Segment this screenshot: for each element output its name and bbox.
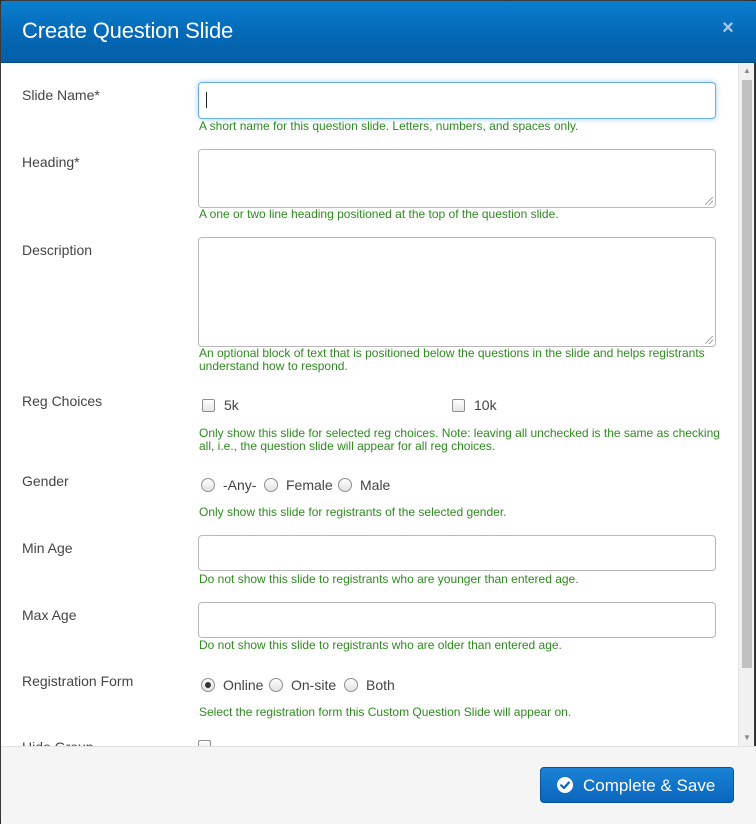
gender-female-radio[interactable] (264, 478, 278, 492)
min-age-help: Do not show this slide to registrants who are younger than entered age. (199, 572, 579, 586)
gender-help: Only show this slide for registrants of the selected gender. (199, 505, 507, 519)
gender-male-label[interactable]: Male (360, 477, 391, 493)
body-scrollbar[interactable] (738, 63, 754, 746)
gender-any-label[interactable]: -Any- (223, 477, 257, 493)
registration-form-help: Select the registration form this Custom Question Slide will appear on. (199, 705, 572, 719)
gender-any-radio[interactable] (201, 478, 215, 492)
dialog-header (1, 1, 756, 63)
gender-label: Gender (22, 473, 69, 489)
scroll-thumb[interactable] (742, 80, 752, 668)
reg-choice-10k-checkbox[interactable] (452, 399, 465, 412)
check-circle-icon (557, 777, 573, 793)
reg-choice-5k-label[interactable]: 5k (224, 397, 239, 413)
slide-name-label: Slide Name* (22, 87, 100, 103)
description-textarea[interactable] (198, 237, 716, 347)
close-icon[interactable]: × (722, 17, 734, 39)
reg-choices-help: Only show this slide for selected reg choices. Note: leaving all unchecked is the same as checking all, i.e., the question slide will appear for all reg choices. (199, 426, 720, 453)
dialog-footer (1, 746, 756, 824)
min-age-input[interactable] (198, 535, 716, 571)
scroll-down-icon[interactable]: ▼ (743, 733, 751, 742)
registration-form-online-radio[interactable] (201, 678, 215, 692)
registration-form-both-radio[interactable] (344, 678, 358, 692)
text-cursor (206, 92, 207, 108)
resize-grip-icon[interactable] (705, 336, 713, 344)
registration-form-onsite-radio[interactable] (269, 678, 283, 692)
description-help: An optional block of text that is positioned below the questions in the slide and helps registrants understand how to respond. (199, 346, 705, 373)
min-age-label: Min Age (22, 540, 73, 556)
gender-male-radio[interactable] (338, 478, 352, 492)
complete-save-button[interactable] (540, 767, 734, 803)
reg-choice-5k-checkbox[interactable] (202, 399, 215, 412)
reg-choices-label: Reg Choices (22, 393, 103, 409)
resize-grip-icon[interactable] (705, 197, 713, 205)
reg-choice-10k-label[interactable]: 10k (474, 397, 497, 413)
gender-female-label[interactable]: Female (286, 477, 333, 493)
complete-save-label: Complete & Save (583, 776, 716, 795)
slide-name-input[interactable] (198, 82, 716, 119)
max-age-input[interactable] (198, 602, 716, 638)
slide-name-help: A short name for this question slide. Letters, numbers, and spaces only. (199, 119, 579, 133)
max-age-help: Do not show this slide to registrants who are older than entered age. (199, 638, 562, 652)
heading-label: Heading* (22, 154, 80, 170)
registration-form-onsite-label[interactable]: On-site (291, 677, 337, 693)
heading-textarea[interactable] (198, 149, 716, 208)
max-age-label: Max Age (22, 607, 77, 623)
dialog-title: Create Question Slide (22, 18, 234, 43)
heading-help: A one or two line heading positioned at the top of the question slide. (199, 207, 559, 221)
description-label: Description (22, 242, 93, 258)
scroll-up-icon[interactable]: ▲ (743, 66, 751, 75)
dialog-body (1, 63, 738, 746)
registration-form-online-label[interactable]: Online (223, 677, 264, 693)
registration-form-label: Registration Form (22, 673, 134, 689)
registration-form-both-label[interactable]: Both (366, 677, 395, 693)
